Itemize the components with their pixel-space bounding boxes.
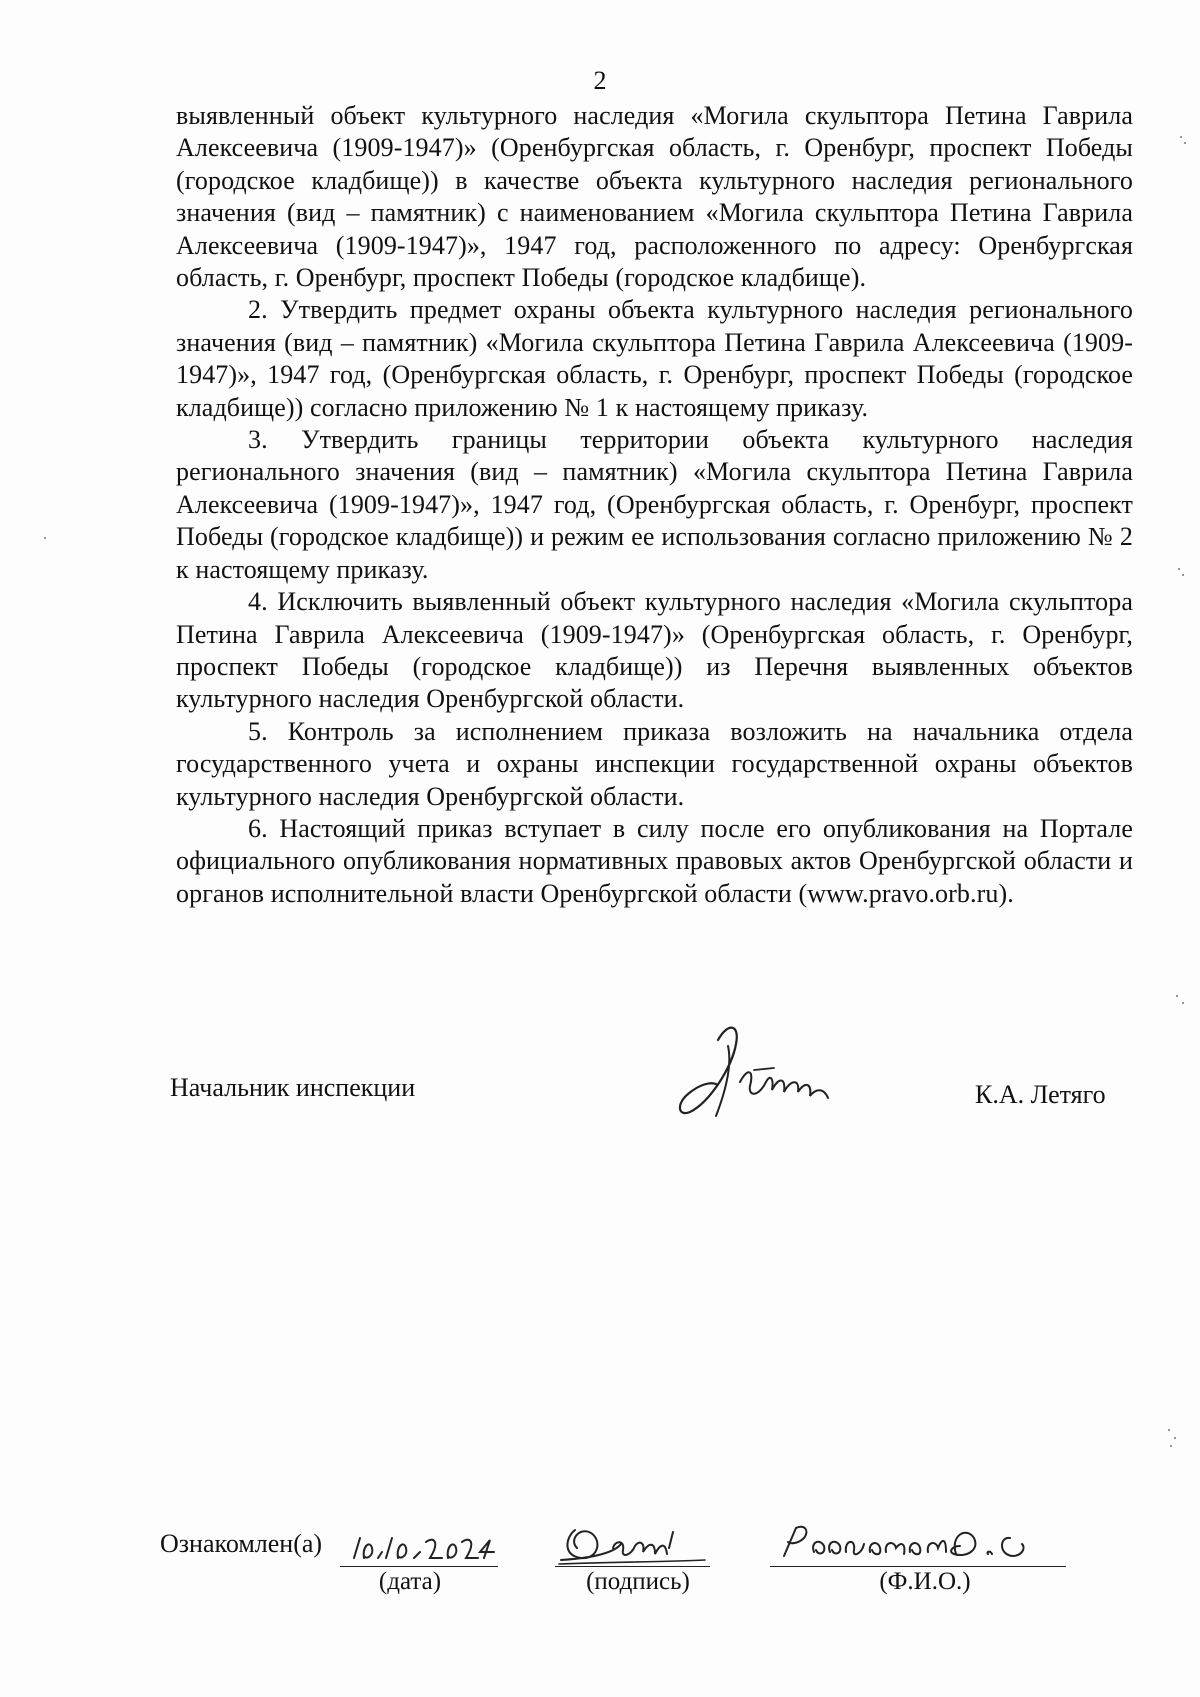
handwritten-full-name (770, 1516, 1075, 1568)
paragraph-item-5: 5. Контроль за исполнением приказа возложить на начальника отдела государственного учета и охраны инспекции государственной охраны объектов культурного наследия Оренбургской области. (176, 716, 1133, 811)
date-underline (340, 1566, 498, 1567)
signatory-title: Начальник инспекции (170, 1073, 416, 1102)
paragraph-item-2: 2. Утвердить предмет охраны объекта культурного наследия регионального значения (вид – памятник) «Могила скульптора Петина Гаврила Алексеевича (1909-1947)», 1947 год, (Оренбургская область, г. Оренбург, проспект Победы (городское кладбище)) согласно приложению № 1 к настоящему приказу. (176, 295, 1133, 422)
full-name-caption: (Ф.И.О.) (879, 1568, 971, 1595)
paragraph-item-4: 4. Исключить выявленный объект культурного наследия «Могила скульптора Петина Гаврила Алексеевича (1909-1947)» (Оренбургская область, г. Оренбург, проспект Победы (городское кладбище)) из Перечня выявленных объектов культурного наследия Оренбургской области. (176, 587, 1133, 714)
handwritten-date (348, 1528, 496, 1568)
signatory-name: К.А. Летяго (975, 1080, 1106, 1109)
full-name-underline (770, 1566, 1066, 1567)
date-caption: (дата) (378, 1568, 442, 1595)
paragraph-item-6: 6. Настоящий приказ вступает в силу после его опубликования на Портале официального опубликования нормативных правовых актов Оренбургской области и органов исполнительной власти Оренбургской области (www.pravo.orb.ru). (176, 813, 1133, 908)
handwritten-signature-head (670, 1012, 890, 1132)
signature-caption: (подпись) (586, 1568, 690, 1595)
paragraph-continuation: выявленный объект культурного наследия «Могила скульптора Петина Гаврила Алексеевича (1909-1947)» (Оренбургская область, г. Оренбург, проспект Победы (городское кладбище)) в качестве объекта культурного наследия регионального значения (вид – памятник) с наименованием «Могила скульптора Петина Гаврила Алексеевича (1909-1947)», 1947 год, расположенного по адресу: Оренбургская область, г. Оренбург, проспект Победы (городское кладбище). (176, 101, 1133, 293)
paragraph-item-3: 3. Утвердить границы территории объекта культурного наследия регионального значения (вид – памятник) «Могила скульптора Петина Гаврила Алексеевича (1909-1947)», 1947 год, (Оренбургская область, г. Оренбург, проспект Победы (городское кладбище)) и режим ее использования согласно приложению № 2 к настоящему приказу. (176, 425, 1133, 584)
handwritten-acknowledgement-signature (555, 1518, 715, 1568)
acknowledgement-label: Ознакомлен(а) (160, 1529, 323, 1558)
signature-underline (555, 1566, 710, 1567)
page-number: 2 (593, 66, 607, 95)
